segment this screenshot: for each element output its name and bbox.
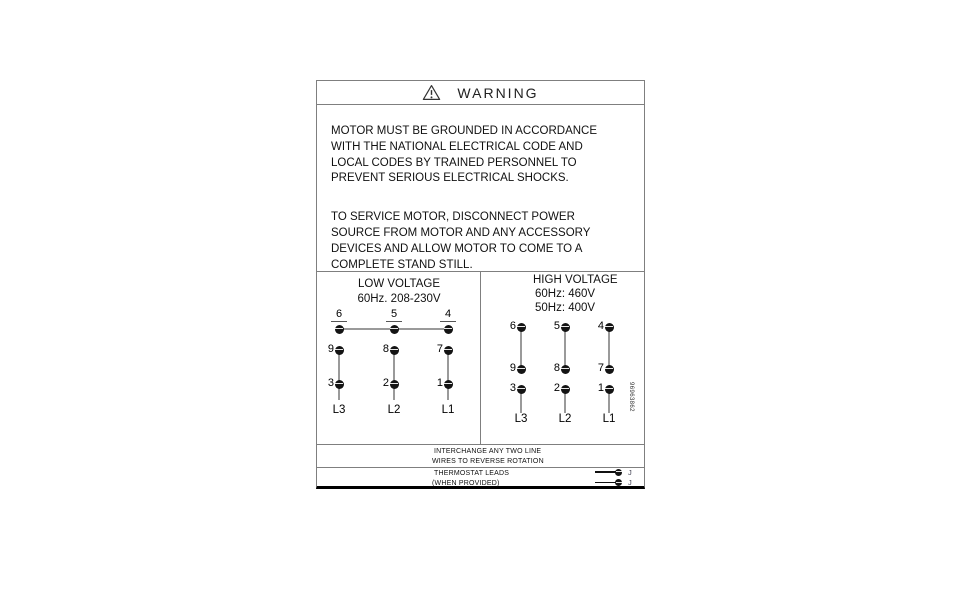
terminal-dot-5 (390, 325, 399, 334)
high-voltage-title: HIGH VOLTAGE (533, 274, 618, 286)
line-label-L1: L1 (441, 404, 455, 416)
lead-label-j: J (628, 478, 632, 487)
lead-terminal-dot (615, 469, 622, 476)
wire-5-8 (564, 327, 565, 369)
lead-wire (595, 482, 616, 484)
terminal-dot-3 (335, 380, 344, 389)
terminal-dot-2 (561, 385, 570, 394)
rotation-note-line2: WIRES TO REVERSE ROTATION (432, 457, 544, 465)
high-voltage-subtitle-50hz: 50Hz: 400V (535, 302, 596, 314)
terminal-dot-3 (517, 385, 526, 394)
motor-warning-label (316, 80, 645, 489)
terminal-dot-9 (335, 346, 344, 355)
text-line: TO SERVICE MOTOR, DISCONNECT POWER (331, 211, 575, 224)
terminal-dot-6 (517, 323, 526, 332)
terminal-label-7: 7 (436, 343, 443, 355)
terminal-label-8: 8 (553, 362, 560, 374)
rotation-note-row (317, 444, 644, 467)
terminal-label-9: 9 (327, 343, 334, 355)
terminal-label-8: 8 (382, 343, 389, 355)
rotation-note-line1: INTERCHANGE ANY TWO LINE (434, 448, 542, 455)
terminal-label-3: 3 (327, 377, 334, 389)
terminal-label-4: 4 (440, 308, 456, 322)
low-voltage-section (317, 272, 481, 444)
thermostat-note-line1: THERMOSTAT LEADS (434, 470, 510, 477)
terminal-dot-5 (561, 323, 570, 332)
terminal-label-9: 9 (509, 362, 516, 374)
thermostat-note-line2: (WHEN PROVIDED) (432, 480, 500, 487)
thermostat-lead-symbol-1 (595, 468, 632, 476)
high-voltage-section (482, 272, 645, 444)
wire-9-3-L3 (338, 350, 339, 400)
line-label-L2: L2 (558, 413, 572, 425)
terminal-dot-1 (444, 380, 453, 389)
high-voltage-subtitle-60hz: 60Hz: 460V (535, 288, 596, 300)
terminal-dot-8 (390, 346, 399, 355)
service-paragraph (331, 210, 638, 273)
terminal-label-1: 1 (597, 382, 604, 394)
terminal-label-2: 2 (553, 382, 560, 394)
wiring-diagrams-section (317, 271, 644, 444)
terminal-label-5: 5 (386, 308, 402, 322)
terminal-dot-4 (444, 325, 453, 334)
terminal-label-5: 5 (553, 320, 560, 332)
low-voltage-subtitle: 60Hz. 208-230V (357, 293, 441, 305)
text-line: COMPLETE STAND STILL. (331, 258, 473, 271)
terminal-dot-2 (390, 380, 399, 389)
text-line: LOCAL CODES BY TRAINED PERSONNEL TO (331, 156, 577, 169)
warning-title: WARNING (457, 84, 539, 101)
terminal-dot-4 (605, 323, 614, 332)
line-label-L1: L1 (602, 413, 616, 425)
terminal-label-6: 6 (331, 308, 347, 322)
warning-triangle-icon (422, 84, 441, 101)
text-line: SOURCE FROM MOTOR AND ANY ACCESSORY (331, 226, 591, 239)
low-voltage-title: LOW VOLTAGE (357, 278, 440, 290)
terminal-dot-1 (605, 385, 614, 394)
thermostat-leads-row (317, 467, 644, 487)
wire-4-7 (608, 327, 609, 369)
terminal-dot-8 (561, 365, 570, 374)
terminal-label-1: 1 (436, 377, 443, 389)
terminal-dot-7 (605, 365, 614, 374)
wire-7-1-L1 (447, 350, 448, 400)
part-number: 96963862 (628, 382, 634, 412)
text-line: PREVENT SERIOUS ELECTRICAL SHOCKS. (331, 172, 569, 185)
line-label-L2: L2 (387, 404, 401, 416)
warning-text-block (331, 105, 638, 273)
wire-8-2-L2 (393, 350, 394, 400)
terminal-dot-7 (444, 346, 453, 355)
terminal-label-2: 2 (382, 377, 389, 389)
line-label-L3: L3 (332, 404, 346, 416)
lead-wire (595, 471, 616, 473)
text-line: DEVICES AND ALLOW MOTOR TO COME TO A (331, 242, 583, 255)
terminal-dot-9 (517, 365, 526, 374)
text-line: MOTOR MUST BE GROUNDED IN ACCORDANCE (331, 125, 598, 137)
terminal-label-6: 6 (509, 320, 516, 332)
grounding-paragraph (331, 124, 638, 187)
terminal-label-7: 7 (597, 362, 604, 374)
wire-6-9 (520, 327, 521, 369)
lead-terminal-dot (615, 479, 622, 486)
line-label-L3: L3 (514, 413, 528, 425)
lead-label-j: J (628, 467, 632, 477)
terminal-label-3: 3 (509, 382, 516, 394)
terminal-label-4: 4 (597, 320, 604, 332)
warning-header (317, 81, 644, 105)
terminal-dot-6 (335, 325, 344, 334)
text-line: WITH THE NATIONAL ELECTRICAL CODE AND (331, 140, 583, 153)
thermostat-lead-symbol-2 (595, 479, 632, 487)
